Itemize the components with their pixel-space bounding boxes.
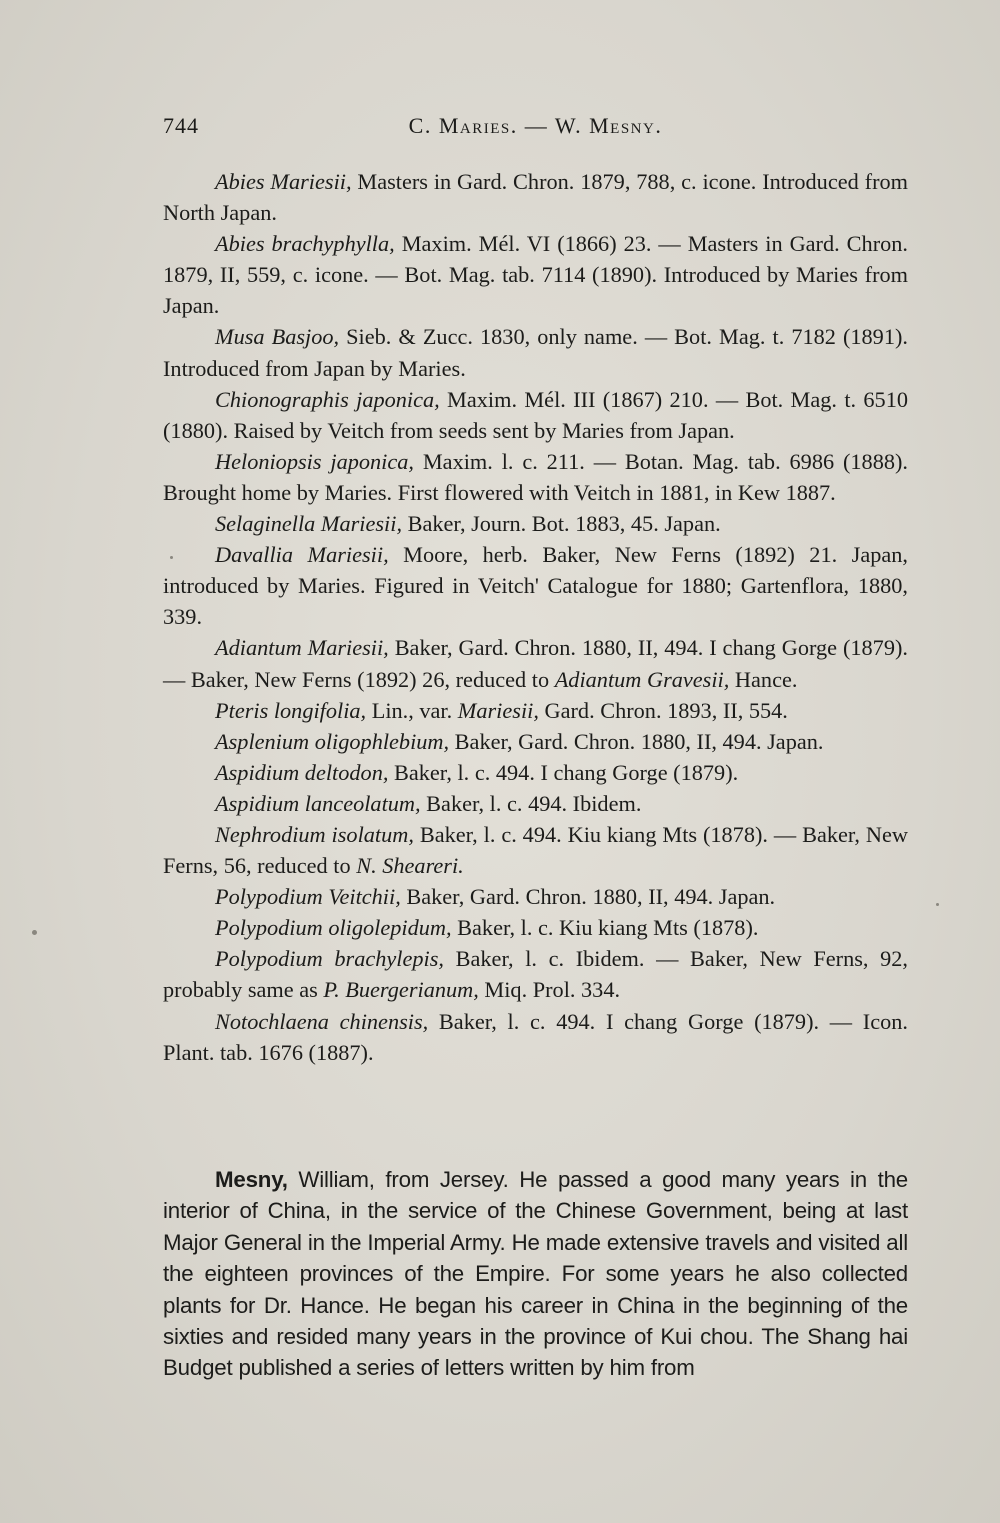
entry-text: Sieb. & Zucc. 1830, only name. — Bot. Mag. t. 7182 (1891). Introduced from Japan by Maries.: [163, 324, 908, 381]
species-entry: [163, 228, 908, 321]
entry-text: Baker, l. c. 494. Kiu kiang Mts (1878). — Baker, New Ferns, 56, reduced to: [163, 821, 908, 879]
biography-text: William, from Jersey. He passed a good many years in the interior of China, in the service of the Chinese Government, being at last Major General in the Imperial Army. He made extensive travels and visited all the eighteen provinces of the Empire. For some years he also collected plants for Dr. Hance. He began his career in China in the beginning of the sixties and resided many years in the province of Kui chou. The Shang hai Budget published a series of letters written by him from: [163, 1167, 908, 1381]
taxon-name: Polypodium brachylepis,: [215, 946, 444, 972]
entry-text: Baker, Gard. Chron. 1880, II, 494. Japan.: [400, 884, 776, 910]
entry-tail: Hance.: [729, 666, 798, 692]
print-speck: [170, 556, 173, 559]
species-entry: [163, 912, 908, 943]
species-entry: [163, 881, 908, 912]
taxon-name: Notochlaena chinensis,: [215, 1008, 429, 1034]
taxon-name: Aspidium deltodon,: [215, 759, 389, 785]
entry-text: Baker, l. c. 494. I chang Gorge (1879). — Icon. Plant. tab. 1676 (1887).: [163, 1008, 908, 1065]
print-speck: [32, 930, 37, 935]
entry-text: Baker, Journ. Bot. 1883, 45. Japan.: [402, 511, 721, 537]
taxon-name: Davallia Mariesii,: [215, 542, 389, 568]
biography-paragraph: [163, 1164, 908, 1384]
entry-text: Baker, Gard. Chron. 1880, II, 494. I chang Gorge (1879). — Baker, New Ferns (1892) 26, reduced to: [163, 635, 908, 692]
species-entry: [163, 726, 908, 757]
entry-text: Baker, l. c. Kiu kiang Mts (1878).: [451, 915, 759, 941]
species-entry: [163, 819, 908, 881]
entry-text: Maxim. Mél. VI (1866) 23. — Masters in Gard. Chron. 1879, II, 559, c. icone. — Bot. Mag. tab. 7114 (1890). Introduced by Maries from Japan.: [163, 231, 908, 319]
reference-taxon: Adiantum Gravesii,: [554, 666, 730, 692]
entry-text: Baker, l. c. 494. I chang Gorge (1879).: [388, 759, 739, 785]
species-entry: [163, 384, 908, 446]
page-header: [163, 113, 908, 149]
taxon-name: Asplenium oligophlebium,: [215, 728, 450, 754]
reference-taxon: P. Buergerianum,: [323, 977, 479, 1003]
variety-name: Mariesii,: [457, 697, 539, 723]
entry-tail: Miq. Prol. 334.: [478, 977, 621, 1003]
entry-text: Baker, l. c. Ibidem. — Baker, New Ferns, 92, probably same as: [163, 946, 908, 1003]
species-entry: [163, 757, 908, 788]
biography-section: [163, 1164, 908, 1384]
taxon-name: Musa Basjoo,: [215, 324, 340, 350]
taxon-name: Polypodium Veitchii,: [215, 884, 401, 910]
species-entry: [163, 943, 908, 1005]
taxon-name: Selaginella Mariesii,: [215, 511, 403, 537]
entry-text: Lin., var.: [366, 697, 458, 723]
entry-text: Maxim. l. c. 211. — Botan. Mag. tab. 6986 (1888). Brought home by Maries. First flowered with Veitch in 1881, in Kew 1887.: [163, 448, 908, 505]
taxon-name: Abies brachyphylla,: [215, 231, 395, 257]
species-entry: [163, 446, 908, 508]
taxon-name: Polypodium oligolepidum,: [215, 915, 452, 941]
entry-text: Masters in Gard. Chron. 1879, 788, c. icone. Introduced from North Japan.: [163, 169, 908, 226]
species-list: [163, 166, 908, 1068]
page-number: 744: [163, 113, 199, 138]
species-entry: [163, 539, 908, 632]
taxon-name: Chionographis japonica,: [215, 386, 440, 412]
taxon-name: Heloniopsis japonica,: [215, 448, 414, 474]
entry-tail: Gard. Chron. 1893, II, 554.: [538, 697, 788, 723]
species-entry: [163, 508, 908, 539]
print-speck: [936, 903, 939, 906]
species-entry: [163, 1006, 908, 1068]
taxon-name: Nephrodium isolatum,: [215, 821, 414, 847]
species-entry: [163, 632, 908, 694]
taxon-name: Pteris longifolia,: [215, 697, 367, 723]
entry-text: Baker, l. c. 494. Ibidem.: [420, 790, 642, 816]
taxon-name: Abies Mariesii,: [215, 169, 352, 194]
species-entry: [163, 788, 908, 819]
entry-text: Baker, Gard. Chron. 1880, II, 494. Japan.: [449, 728, 824, 754]
taxon-name: Aspidium lanceolatum,: [215, 790, 421, 816]
entry-text: Maxim. Mél. III (1867) 210. — Bot. Mag. t. 6510 (1880). Raised by Veitch from seeds sent by Maries from Japan.: [163, 386, 908, 443]
reference-taxon: N. Sheareri.: [356, 853, 464, 879]
entry-text: Moore, herb. Baker, New Ferns (1892) 21. Japan, introduced by Maries. Figured in Veitch' Catalogue for 1880; Gartenflora, 1880, 339.: [163, 542, 909, 630]
taxon-name: Adiantum Mariesii,: [215, 635, 389, 661]
species-entry: [163, 321, 908, 383]
collector-name: Mesny,: [215, 1167, 288, 1192]
species-entry: [163, 166, 908, 228]
running-head: C. Maries. — W. Mesny.: [408, 113, 663, 138]
species-entry: [163, 695, 908, 726]
